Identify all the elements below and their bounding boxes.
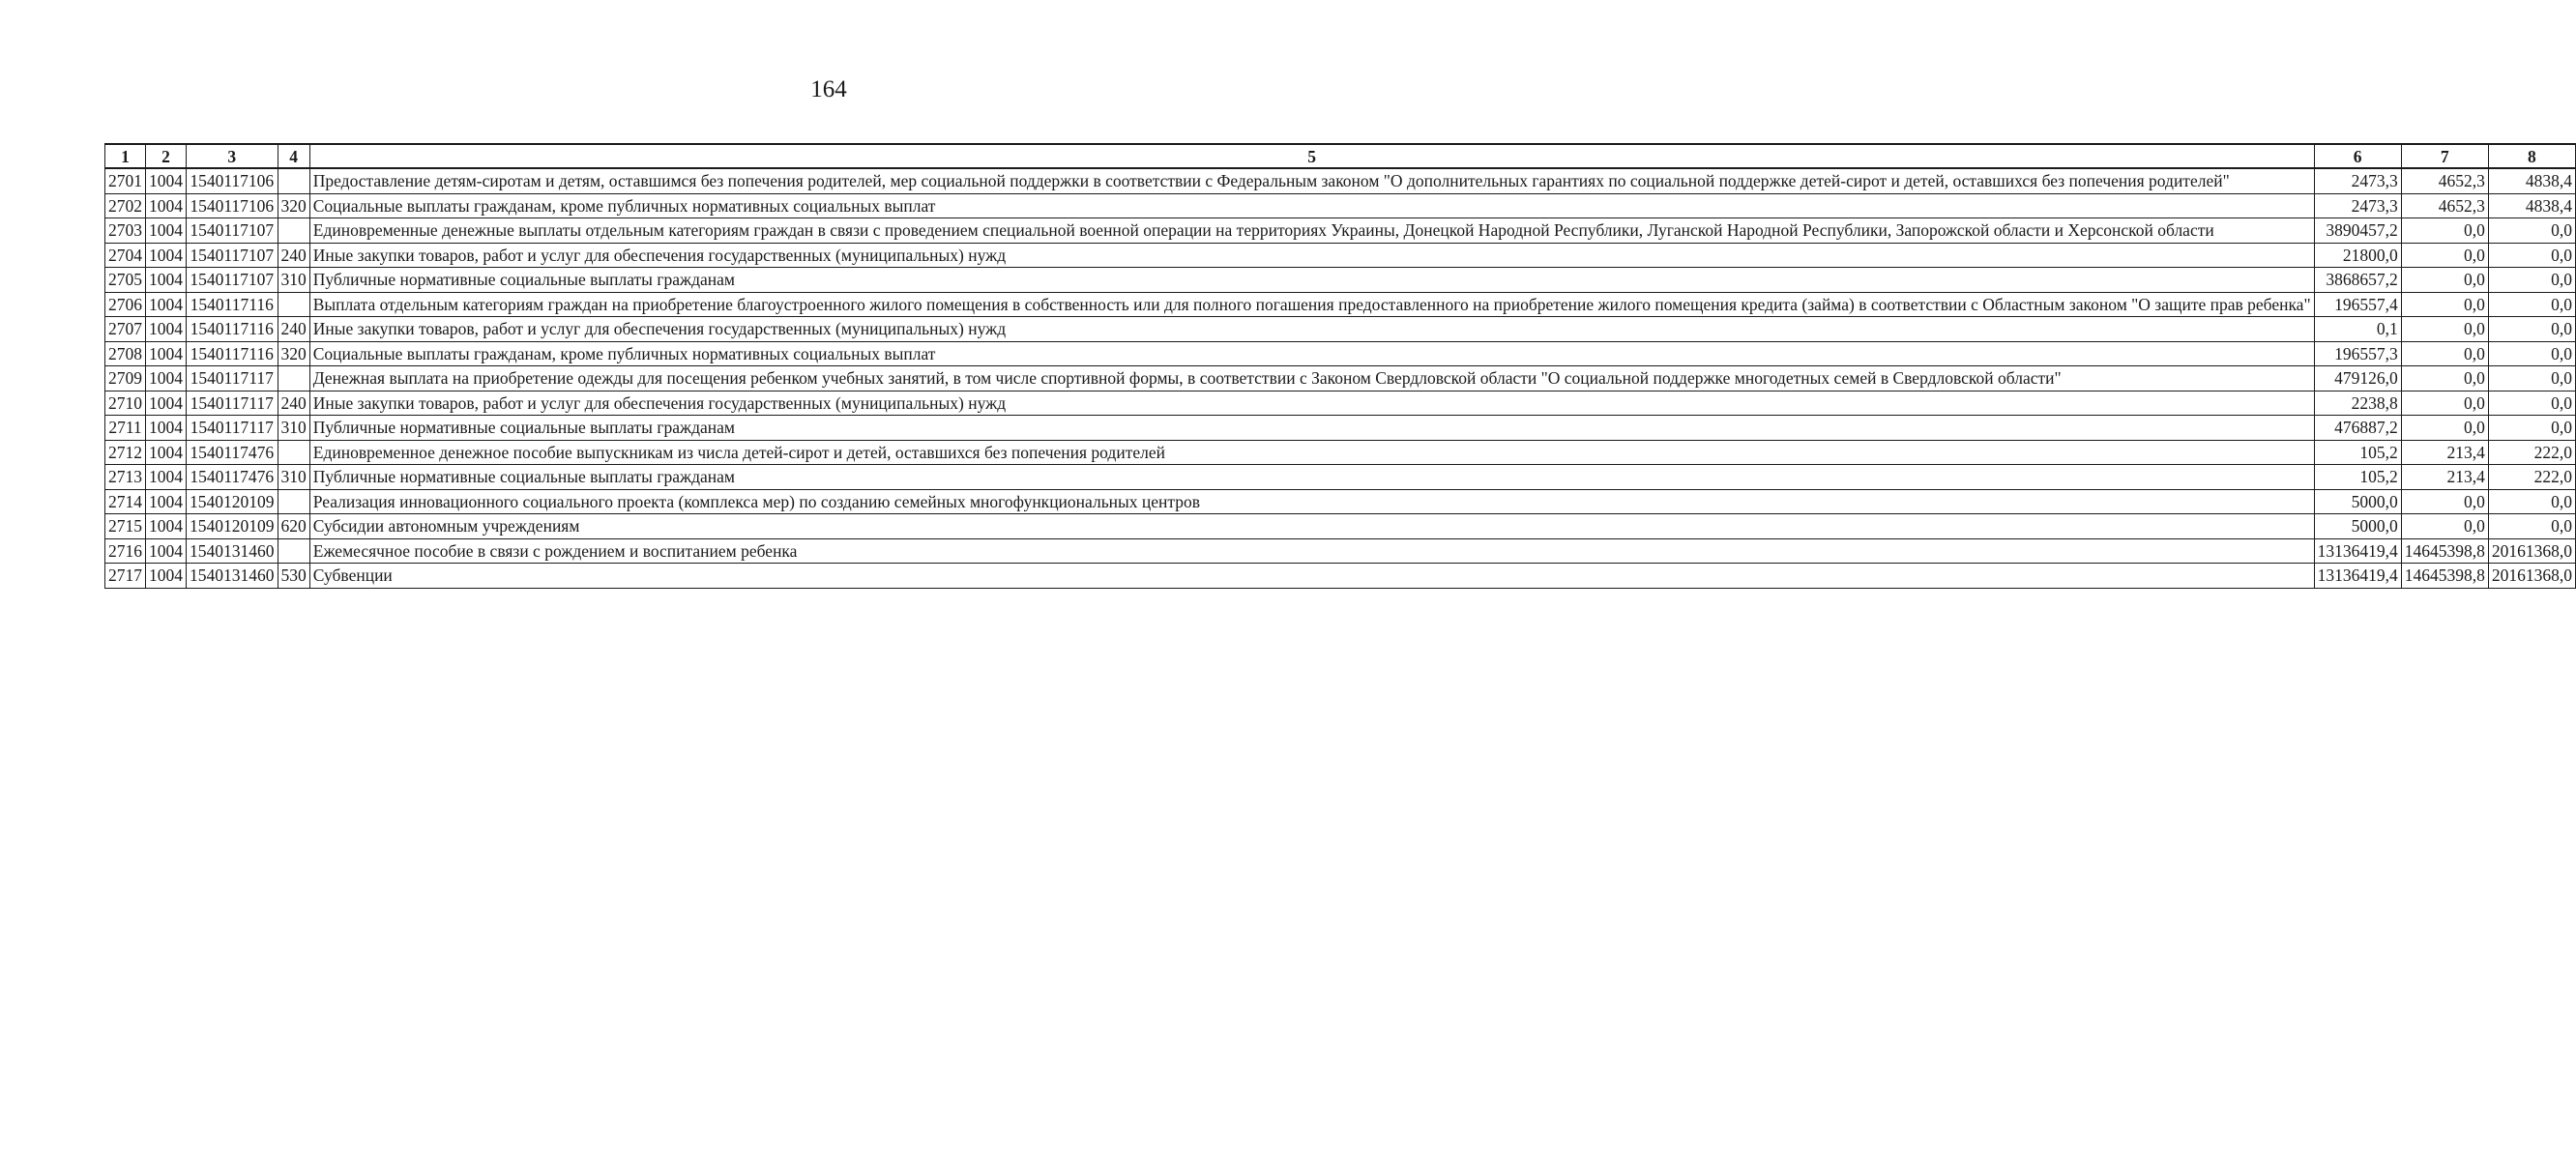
amount-col6-cell: 13136419,4	[2314, 538, 2401, 564]
budget-table	[104, 143, 2576, 589]
expense-type-cell: 620	[278, 514, 309, 539]
amount-col6-cell: 196557,3	[2314, 341, 2401, 366]
row-number-cell: 2716	[105, 538, 146, 564]
expense-type-cell	[278, 489, 309, 514]
target-article-cell: 1540117116	[187, 317, 278, 342]
amount-col6-cell: 5000,0	[2314, 489, 2401, 514]
amount-col8-cell: 0,0	[2488, 416, 2575, 441]
description-cell: Социальные выплаты гражданам, кроме публичных нормативных социальных выплат	[309, 341, 2314, 366]
table-row	[105, 317, 2576, 342]
table-row	[105, 514, 2576, 539]
amount-col7-cell: 0,0	[2401, 416, 2488, 441]
expense-type-cell: 310	[278, 416, 309, 441]
row-number-cell: 2704	[105, 243, 146, 268]
table-row	[105, 193, 2576, 218]
table-row	[105, 243, 2576, 268]
amount-col7-cell: 0,0	[2401, 514, 2488, 539]
row-number-cell: 2713	[105, 465, 146, 490]
table-row	[105, 416, 2576, 441]
column-header-5: 5	[309, 144, 2314, 168]
target-article-cell: 1540131460	[187, 564, 278, 589]
target-article-cell: 1540117106	[187, 168, 278, 193]
table-row	[105, 218, 2576, 244]
amount-col7-cell: 0,0	[2401, 292, 2488, 317]
section-code-cell: 1004	[146, 317, 187, 342]
description-cell: Иные закупки товаров, работ и услуг для обеспечения государственных (муниципальных) нужд	[309, 317, 2314, 342]
row-number-cell: 2715	[105, 514, 146, 539]
amount-col6-cell: 196557,4	[2314, 292, 2401, 317]
row-number-cell: 2708	[105, 341, 146, 366]
expense-type-cell	[278, 538, 309, 564]
table-row	[105, 489, 2576, 514]
amount-col6-cell: 0,1	[2314, 317, 2401, 342]
section-code-cell: 1004	[146, 218, 187, 244]
amount-col7-cell: 0,0	[2401, 391, 2488, 416]
section-code-cell: 1004	[146, 193, 187, 218]
amount-col7-cell: 213,4	[2401, 440, 2488, 465]
column-header-7: 7	[2401, 144, 2488, 168]
table-row	[105, 168, 2576, 193]
description-cell: Социальные выплаты гражданам, кроме публичных нормативных социальных выплат	[309, 193, 2314, 218]
column-header-4: 4	[278, 144, 309, 168]
description-cell: Денежная выплата на приобретение одежды для посещения ребенком учебных занятий, в том числе спортивной формы, в соответствии с Законом Свердловской области "О социальной поддержке многодетных семей в Свердловской области"	[309, 366, 2314, 392]
row-number-cell: 2711	[105, 416, 146, 441]
row-number-cell: 2703	[105, 218, 146, 244]
column-header-1: 1	[105, 144, 146, 168]
expense-type-cell: 240	[278, 317, 309, 342]
row-number-cell: 2709	[105, 366, 146, 392]
column-header-2: 2	[146, 144, 187, 168]
row-number-cell: 2714	[105, 489, 146, 514]
expense-type-cell: 320	[278, 341, 309, 366]
target-article-cell: 1540117107	[187, 268, 278, 293]
target-article-cell: 1540117116	[187, 292, 278, 317]
section-code-cell: 1004	[146, 391, 187, 416]
amount-col6-cell: 105,2	[2314, 440, 2401, 465]
table-body	[105, 168, 2576, 588]
table-row	[105, 538, 2576, 564]
amount-col6-cell: 105,2	[2314, 465, 2401, 490]
row-number-cell: 2702	[105, 193, 146, 218]
row-number-cell: 2706	[105, 292, 146, 317]
amount-col8-cell: 0,0	[2488, 391, 2575, 416]
section-code-cell: 1004	[146, 268, 187, 293]
amount-col6-cell: 2238,8	[2314, 391, 2401, 416]
expense-type-cell	[278, 292, 309, 317]
amount-col8-cell: 222,0	[2488, 440, 2575, 465]
amount-col6-cell: 479126,0	[2314, 366, 2401, 392]
amount-col6-cell: 5000,0	[2314, 514, 2401, 539]
target-article-cell: 1540120109	[187, 489, 278, 514]
row-number-cell: 2705	[105, 268, 146, 293]
target-article-cell: 1540117476	[187, 465, 278, 490]
amount-col6-cell: 2473,3	[2314, 168, 2401, 193]
amount-col7-cell: 0,0	[2401, 218, 2488, 244]
description-cell: Иные закупки товаров, работ и услуг для обеспечения государственных (муниципальных) нужд	[309, 391, 2314, 416]
description-cell: Реализация инновационного социального проекта (комплекса мер) по созданию семейных многофункциональных центров	[309, 489, 2314, 514]
amount-col8-cell: 0,0	[2488, 341, 2575, 366]
amount-col7-cell: 0,0	[2401, 489, 2488, 514]
target-article-cell: 1540117106	[187, 193, 278, 218]
target-article-cell: 1540131460	[187, 538, 278, 564]
description-cell: Публичные нормативные социальные выплаты гражданам	[309, 268, 2314, 293]
expense-type-cell	[278, 218, 309, 244]
amount-col7-cell: 4652,3	[2401, 168, 2488, 193]
amount-col7-cell: 0,0	[2401, 243, 2488, 268]
column-header-8: 8	[2488, 144, 2575, 168]
amount-col7-cell: 0,0	[2401, 268, 2488, 293]
amount-col8-cell: 0,0	[2488, 489, 2575, 514]
section-code-cell: 1004	[146, 440, 187, 465]
section-code-cell: 1004	[146, 366, 187, 392]
amount-col8-cell: 0,0	[2488, 366, 2575, 392]
section-code-cell: 1004	[146, 465, 187, 490]
amount-col7-cell: 14645398,8	[2401, 564, 2488, 589]
amount-col8-cell: 0,0	[2488, 218, 2575, 244]
amount-col7-cell: 4652,3	[2401, 193, 2488, 218]
amount-col8-cell: 0,0	[2488, 292, 2575, 317]
description-cell: Публичные нормативные социальные выплаты гражданам	[309, 416, 2314, 441]
description-cell: Ежемесячное пособие в связи с рождением и воспитанием ребенка	[309, 538, 2314, 564]
amount-col8-cell: 0,0	[2488, 268, 2575, 293]
section-code-cell: 1004	[146, 168, 187, 193]
page-number: 164	[810, 76, 847, 102]
amount-col8-cell: 222,0	[2488, 465, 2575, 490]
amount-col7-cell: 0,0	[2401, 341, 2488, 366]
amount-col8-cell: 0,0	[2488, 243, 2575, 268]
amount-col7-cell: 0,0	[2401, 366, 2488, 392]
table-row	[105, 341, 2576, 366]
table-row	[105, 465, 2576, 490]
expense-type-cell: 310	[278, 465, 309, 490]
section-code-cell: 1004	[146, 538, 187, 564]
amount-col8-cell: 4838,4	[2488, 168, 2575, 193]
amount-col7-cell: 213,4	[2401, 465, 2488, 490]
expense-type-cell: 320	[278, 193, 309, 218]
target-article-cell: 1540117107	[187, 243, 278, 268]
table-row	[105, 440, 2576, 465]
expense-type-cell: 310	[278, 268, 309, 293]
column-header-3: 3	[187, 144, 278, 168]
section-code-cell: 1004	[146, 514, 187, 539]
expense-type-cell: 530	[278, 564, 309, 589]
section-code-cell: 1004	[146, 416, 187, 441]
target-article-cell: 1540117476	[187, 440, 278, 465]
target-article-cell: 1540117117	[187, 416, 278, 441]
expense-type-cell	[278, 168, 309, 193]
description-cell: Единовременное денежное пособие выпускникам из числа детей-сирот и детей, оставшихся без попечения родителей	[309, 440, 2314, 465]
section-code-cell: 1004	[146, 341, 187, 366]
row-number-cell: 2707	[105, 317, 146, 342]
section-code-cell: 1004	[146, 292, 187, 317]
expense-type-cell	[278, 440, 309, 465]
table-row	[105, 292, 2576, 317]
target-article-cell: 1540120109	[187, 514, 278, 539]
amount-col8-cell: 4838,4	[2488, 193, 2575, 218]
description-cell: Выплата отдельным категориям граждан на приобретение благоустроенного жилого помещения в собственность или для полного погашения предоставленного на приобретение жилого помещения кредита (займа) в соответствии с Областным законом "О защите прав ребенка"	[309, 292, 2314, 317]
column-header-6: 6	[2314, 144, 2401, 168]
table-row	[105, 391, 2576, 416]
section-code-cell: 1004	[146, 564, 187, 589]
expense-type-cell: 240	[278, 391, 309, 416]
expense-type-cell: 240	[278, 243, 309, 268]
expense-type-cell	[278, 366, 309, 392]
description-cell: Предоставление детям-сиротам и детям, оставшимся без попечения родителей, мер социальной поддержки в соответствии с Федеральным законом "О дополнительных гарантиях по социальной поддержке детей-сирот и детей, оставшихся без попечения родителей"	[309, 168, 2314, 193]
target-article-cell: 1540117107	[187, 218, 278, 244]
amount-col7-cell: 14645398,8	[2401, 538, 2488, 564]
amount-col8-cell: 20161368,0	[2488, 564, 2575, 589]
row-number-cell: 2712	[105, 440, 146, 465]
section-code-cell: 1004	[146, 489, 187, 514]
row-number-cell: 2710	[105, 391, 146, 416]
amount-col6-cell: 3868657,2	[2314, 268, 2401, 293]
amount-col8-cell: 0,0	[2488, 317, 2575, 342]
target-article-cell: 1540117117	[187, 391, 278, 416]
target-article-cell: 1540117117	[187, 366, 278, 392]
row-number-cell: 2717	[105, 564, 146, 589]
amount-col8-cell: 20161368,0	[2488, 538, 2575, 564]
row-number-cell: 2701	[105, 168, 146, 193]
description-cell: Субвенции	[309, 564, 2314, 589]
description-cell: Субсидии автономным учреждениям	[309, 514, 2314, 539]
header-row	[105, 144, 2576, 168]
table-row	[105, 268, 2576, 293]
amount-col8-cell: 0,0	[2488, 514, 2575, 539]
amount-col6-cell: 13136419,4	[2314, 564, 2401, 589]
amount-col6-cell: 476887,2	[2314, 416, 2401, 441]
table-row	[105, 564, 2576, 589]
amount-col6-cell: 3890457,2	[2314, 218, 2401, 244]
section-code-cell: 1004	[146, 243, 187, 268]
amount-col7-cell: 0,0	[2401, 317, 2488, 342]
amount-col6-cell: 2473,3	[2314, 193, 2401, 218]
target-article-cell: 1540117116	[187, 341, 278, 366]
amount-col6-cell: 21800,0	[2314, 243, 2401, 268]
description-cell: Публичные нормативные социальные выплаты гражданам	[309, 465, 2314, 490]
table-row	[105, 366, 2576, 392]
description-cell: Единовременные денежные выплаты отдельным категориям граждан в связи с проведением специальной военной операции на территориях Украины, Донецкой Народной Республики, Луганской Народной Республики, Запорожской области и Херсонской области	[309, 218, 2314, 244]
description-cell: Иные закупки товаров, работ и услуг для обеспечения государственных (муниципальных) нужд	[309, 243, 2314, 268]
